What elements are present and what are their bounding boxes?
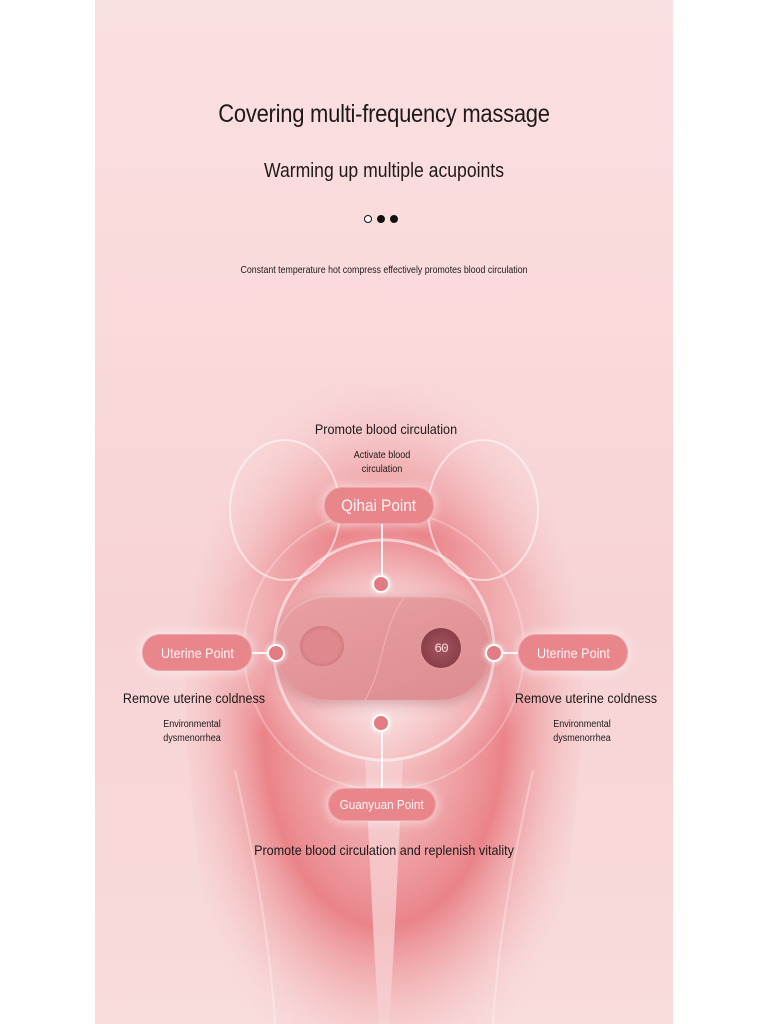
qihai-heading: Promote blood circulation — [314, 421, 458, 437]
qihai-note-line-1: Activate blood — [353, 450, 411, 461]
device-power-button — [300, 626, 344, 666]
guanyuan-connector — [381, 732, 383, 788]
qihai-note-line-2: circulation — [361, 464, 403, 475]
qihai-note — [337, 449, 427, 477]
uterine-left-pill — [142, 634, 252, 671]
uterine-left-node — [267, 644, 285, 662]
uterine-left-note — [147, 718, 237, 746]
uterine-right-node — [485, 644, 503, 662]
uterine-right-note-line-2: dysmenorrhea — [553, 733, 611, 744]
uterine-right-note-line-1: Environmental — [553, 719, 611, 730]
pagination-dot-2[interactable] — [377, 215, 385, 223]
uterine-left-heading: Remove uterine coldness — [122, 690, 266, 706]
qihai-node — [372, 575, 390, 593]
guanyuan-node — [372, 714, 390, 732]
qihai-point-pill — [324, 487, 434, 524]
uterine-right-note — [537, 718, 627, 746]
qihai-connector — [381, 524, 383, 576]
uterine-right-connector — [502, 652, 518, 654]
page-title: Covering multi-frequency massage — [218, 100, 550, 128]
pagination-dots — [364, 215, 398, 223]
qihai-point-label: Qihai Point — [341, 495, 417, 515]
pagination-dot-1[interactable] — [364, 215, 372, 223]
uterine-left-note-line-1: Environmental — [163, 719, 221, 730]
page-subtitle: Warming up multiple acupoints — [264, 160, 504, 182]
uterine-left-note-line-2: dysmenorrhea — [163, 733, 221, 744]
uterine-right-label: Uterine Point — [536, 644, 610, 661]
uterine-left-label: Uterine Point — [160, 644, 234, 661]
uterine-left-connector — [252, 652, 268, 654]
uterine-right-heading: Remove uterine coldness — [514, 690, 658, 706]
pagination-dot-3[interactable] — [390, 215, 398, 223]
uterine-right-pill — [518, 634, 628, 671]
guanyuan-point-pill — [328, 788, 436, 821]
heating-massager-device — [275, 596, 491, 700]
device-temperature-display: 60 — [421, 628, 461, 668]
page-description: Constant temperature hot compress effectively promotes blood circulation — [240, 265, 528, 276]
guanyuan-point-label: Guanyuan Point — [340, 797, 424, 812]
guanyuan-heading: Promote blood circulation and replenish vitality — [254, 842, 514, 858]
